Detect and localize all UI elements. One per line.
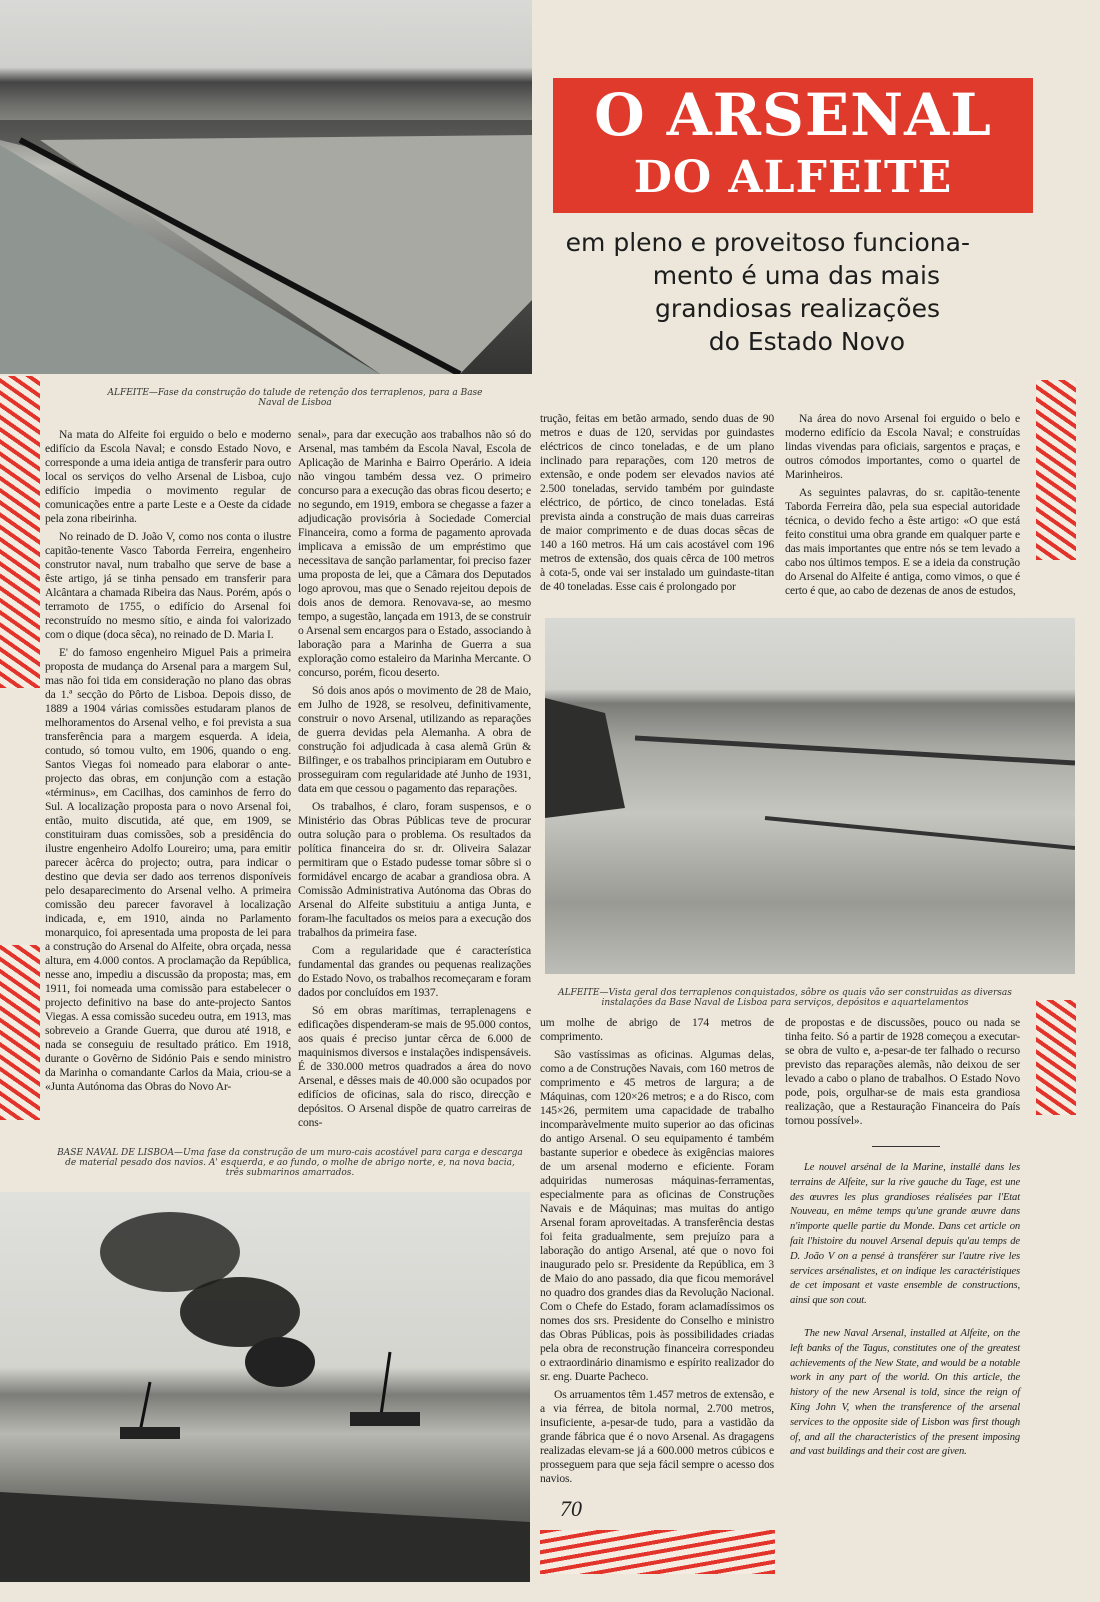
right-region: [540, 412, 1035, 1574]
paragraph: Le nouvel arsénal de la Marine, installé dans les terrains de Alfeite, sur la rive gauche du Tage, est une des œuvres les plus grandioses réalisées par l'Etat Nouveau, en même temps qu'une grande œuvre dans n'importe quelle partie du Monde. Dans cet article on fait l'histoire du nouvel Arsenal depuis qu'au temps de D. João V on a pensé à transférer sur l'autre rive les services arsénalistes, et on indique les caractéristiques de cet imposant et vaste ensemble de constructions, ainsi que son cout.: [790, 1162, 1020, 1307]
paragraph: trução, feitas em betão armado, sendo duas de 90 metros e duas de 120, servidas por guindastes eléctricos de cinco toneladas, e de um plano inclinado para reparações, com 120 metros de extensão, e onde podem ser elevados navios até 2.500 toneladas, servido também por guindaste eléctrico, de pórtico, de cinco toneladas. Está prevista ainda a construção de mais duas carreiras de maior comprimento e de duas docas sêcas de 140 a 160 metros. Há um cais acostável com 196 metros de extensão, dos quais cêrca de 100 metros à cota-5, onde vai ser instalado um guindaste-titan de 40 toneladas. Esse cais é prolongado por: [540, 412, 774, 593]
column-4-bottom-stack: [785, 1016, 1020, 1464]
subtitle-line: em pleno e proveitoso funciona-: [565, 228, 970, 257]
separator-rule: [872, 1146, 940, 1147]
right-top-columns-row: [540, 412, 1035, 602]
caption-bottom-photo: BASE NAVAL DE LISBOA—Uma fase da construção de um muro-cais acostável para carga e descarga de material pesado dos navios. A' esquerda, e ao fundo, o molhe de abrigo norte, e, na nova bacia, três submarinos amarrados.: [57, 1148, 523, 1178]
page-number: 70: [560, 1496, 582, 1521]
article-column-1: [45, 428, 291, 1098]
paragraph: Só em obras marítimas, terraplenagens e edificações dispenderam-se mais de 95.000 contos, aos quais é preciso juntar cêrca de 6.000 de maquinismos diversos e instalações indispensáveis. É de 330.000 metros quadrados a área do novo Arsenal, e dêsses mais de 40.000 são ocupados por edifícios de oficinas, sala do risco, direcção e depósitos. O Arsenal dispõe de quatro carreiras de cons-: [298, 1004, 531, 1129]
title-line-1: O ARSENAL: [594, 81, 992, 149]
subtitle-line: grandiosas realizações: [655, 294, 940, 323]
column-3-bottom-stack: [540, 1016, 774, 1574]
article-column-2: [298, 428, 531, 1134]
photo-illustration: [0, 1192, 530, 1582]
paragraph: The new Naval Arsenal, installed at Alfeite, on the left banks of the Tagus, constitutes one of the greatest achievements of the New State, and would be a notable work in any part of the world. On this article, the history of the new Arsenal is told, since the reign of King John V, when the transference of the arsenal services to the opposite side of Lisbon was first though of, and all the characteristics of the present imposing and vast buildings and their cost are given.: [790, 1327, 1020, 1458]
article-column-3-bottom: [540, 1016, 774, 1490]
paragraph: senal», para dar execução aos trabalhos não só do Arsenal, mas também da Escola Naval, Escola de Aplicação de Marinha e Bairro Operário. A ideia não vingou também dessa vez. O primeiro concurso para a execução das obras ficou deserto; e no segundo, em 1919, embora se chegasse a fazer a adjudicação provisória à Sociedade Comercial Financeira, como a forma de pagamento aprovada implicava a emissão de um empréstimo que necessitava de sanção parlamentar, foi preciso fazer uma proposta de lei, que a Câmara dos Deputados logo aprovou, mas que o Senado rejeitou depois de dois anos de demora. Renovava-se, ao mesmo tempo, a sugestão, lançada em 1913, de se construir o Arsenal sem encargos para o Estado, associando à laboração para a Marinha de Guerra a sua exploração como estaleiro da Marinha Mercante. O concurso, porém, ficou deserto.: [298, 428, 531, 679]
paragraph: Os trabalhos, é claro, foram suspensos, e o Ministério das Obras Públicas teve de procurar outra solução para o problema. Os resultados da política financeira do sr. dr. Oliveira Salazar permitiram que o Estado pudesse tomar sôbre si o formidável encargo de acabar a grandiosa obra. A Comissão Administrativa Autónoma das Obras do Arsenal do Alfeite substituiu a antiga Junta, e foram-lhe facultados os meios para a execução dos trabalhos da primeira fase.: [298, 800, 531, 939]
article-column-4-bottom: [785, 1016, 1020, 1132]
title-banner: [553, 78, 1033, 213]
article-column-3-top: [540, 412, 774, 598]
paragraph: Com a regularidade que é característica fundamental das grandes ou pequenas realizações do Estado Novo, os trabalhos recomeçaram e foram dados por concluídos em 1937.: [298, 944, 531, 999]
decorative-zigzag-right-2: [1036, 1000, 1076, 1115]
photo-muro-cais-construction: [0, 1192, 530, 1582]
paragraph: E' do famoso engenheiro Miguel Pais a primeira proposta de mudança do Arsenal para a margem Sul, mas não foi tida em consideração no plano das obras da 1.ª secção do Pôrto de Lisboa. Depois disso, de 1889 a 1904 várias comissões estudaram planos de melhoramentos do Arsenal velho, e foi prevista a sua transferência para a margem esquerda. A ideia, contudo, só tomou vulto, em 1906, quando o eng. Santos Viegas foi nomeado para elaborar o ante-projecto das obras, em conjunção com a estação «términus», em Cacilhas, dos caminhos de ferro do Sul. A localização proposta para o novo Arsenal foi, então, muito discutida, até que, em 1909, se constituiram duas comissões, sob a presidência do ilustre engenheiro Adolfo Loureiro; uma, para emitir parecer àcêrca do projecto; outra, para indicar o destino que devia ser dado aos terrenos disponíveis pelo desaparecimento do Arsenal velho. A primeira comissão deu parecer favoravel à localização indicada, e, em 1910, ainda no Parlamento monarquico, foi apresentada uma proposta de lei para a construção do Arsenal do Alfeite, obra orçada, nessa altura, em 4.000 contos. A proclamação da República, nesse ano, impediu a discussão da proposta; mas, em 1911, foi nomeada uma comissão para estabelecer o projecto definitivo na base do ante-projecto Santos Viegas. A essa comissão sucedeu outra, em 1913, mas sobreveio a Grande Guerra, que durou até 1918, e nada se conseguiu de resultado prático. Em 1918, durante o Govêrno de Sidónio Pais e sendo ministro da Marinha o comandante Carlos da Maia, criou-se a «Junta Autónoma das Obras do Novo Ar-: [45, 646, 291, 1093]
photo-illustration: [545, 618, 1075, 974]
photo-illustration: [0, 0, 532, 374]
summary-french: [785, 1161, 1020, 1313]
paragraph: São vastíssimas as oficinas. Algumas delas, como a de Construções Navais, com 160 metros de comprimento e 45 metros de largura; a de Máquinas, com 120×26 metros; e a do Risco, com 145×26, permitem uma capacidade de trabalho incomparàvelmente muito superior ao das oficinas do antigo Arsenal. O seu equipamento é também bastante superior e obedece às exigências maiores de um arsenal moderno e eficiente. Foram adquiridas numerosas máquinas-ferramentas, especialmente para as oficinas de Construções Navais e de Máquinas; mas muitas do antigo Arsenal foram aproveitadas. A transferência destas foi feita gradualmente, sem prejuízo para a laboração do antigo Arsenal, até que o novo foi inaugurado pelo sr. Presidente da República, em 3 de Maio do ano passado, dia que ficou memorável no quadro dos grandes dias da Revolução Nacional. Com o Chefe do Estado, foram aclamadíssimos os nomes dos srs. Presidente do Conselho e ministro das Obras Públicas, pois às possibilidades criadas pela obra de reconstrução financeira correspondeu o extraordinário dinamismo e espírito realizador do sr. eng. Duarte Pacheco.: [540, 1048, 774, 1383]
left-region: [0, 0, 532, 1582]
paragraph: No reinado de D. João V, como nos conta o ilustre capitão-tenente Vasco Taborda Ferreira, engenheiro construtor naval, num trabalho que serve de base a êste artigo, já se tinha pensado em transferir para Alcântara a chamada Ribeira das Naus. Porém, após o terramoto de 1755, o edifício do Arsenal foi reconstruído no mesmo sítio, e ainda foi valorizado com o dique (doca sêca), no reinado de D. Maria I.: [45, 530, 291, 641]
subtitle: [560, 226, 970, 358]
article-column-4-top: [785, 412, 1020, 602]
right-bottom-columns-row: [540, 1016, 1035, 1574]
paragraph: Na mata do Alfeite foi erguido o belo e moderno edifício da Escola Naval; e consdo Estado Novo, e corresponde a uma ideia antiga de transferir para outro local os serviços do velho Arsenal de Lisboa, cujo edifício impedia o movimento regular de comunicações entre a parte Leste e a Oeste da cidade pela zona ribeirinha.: [45, 428, 291, 525]
paragraph: Só dois anos após o movimento de 28 de Maio, em Julho de 1928, se resolveu, definitivamente, construir o novo Arsenal, utilizando as reparações de guerra devidas pela Alemanha. A obra de construção foi adjudicada à casa alemã Grün & Bilfinger, e os trabalhos principiaram em Outubro e prosseguiram com regularidade até Junho de 1931, data em que cessou o pagamento das reparações.: [298, 684, 531, 795]
title-line-2: DO ALFEITE: [633, 152, 953, 203]
paragraph: de propostas e de discussões, pouco ou nada se tinha feito. Só a partir de 1928 começou a executar-se obra de vulto e, a-pesar-de ter falhado o recurso previsto das reparações alemãs, não deixou de ser levado a cabo o plano de trabalhos. O Estado Novo pode, pois, orgulhar-se de mais esta grandiosa realização, que a Restauração Financeira do País tornou possível».: [785, 1016, 1020, 1127]
subtitle-line: mento é uma das mais: [652, 261, 940, 290]
decorative-zigzag-right-1: [1036, 380, 1076, 560]
photo-retaining-wall-construction: [0, 0, 532, 374]
decorative-zigzag-bottom: [540, 1530, 775, 1574]
caption-top-photo: ALFEITE—Fase da construção do talude de retenção dos terraplenos, para a Base Naval de Lisboa: [107, 388, 483, 408]
paragraph: um molhe de abrigo de 174 metros de comprimento.: [540, 1016, 774, 1043]
left-columns-row: [0, 428, 532, 1134]
paragraph: Na área do novo Arsenal foi erguido o belo e moderno edifício da Escola Naval; e construídas lindas vivendas para oficiais, sargentos e praças, e outros cómodos importantes, como o quartel de Marinheiros.: [785, 412, 1020, 481]
paragraph: Os arruamentos têm 1.457 metros de extensão, e a via férrea, de bitola normal, 2.700 metros, insuficiente, a-pesar-de tudo, para a vastidão da grande fábrica que é o novo Arsenal. As dragagens realizadas elevam-se já a 600.000 metros cúbicos e prosseguem para que seja fácil sempre o acesso dos navios.: [540, 1388, 774, 1485]
paragraph: As seguintes palavras, do sr. capitão-tenente Taborda Ferreira dão, pela sua especial autoridade técnica, o devido fecho a êste artigo: «O que está feito constitui uma obra grande em qualquer parte e das mais importantes que entre nós se tem levado a cabo nos últimos tempos. E se a ideia da construção do Arsenal do Alfeite é antiga, como vimos, o que é certo é que, ao cabo de dezenas de anos de estudos,: [785, 486, 1020, 597]
caption-middle-photo: ALFEITE—Vista geral dos terraplenos conquistados, sôbre os quais vão ser construidas as diversas instalações da Base Naval de Lisboa para serviços, depósitos e aquartelamentos: [558, 988, 1012, 1008]
summary-english: [785, 1327, 1020, 1464]
photo-general-view-terraplenos: [545, 618, 1075, 974]
subtitle-line: do Estado Novo: [708, 327, 905, 356]
